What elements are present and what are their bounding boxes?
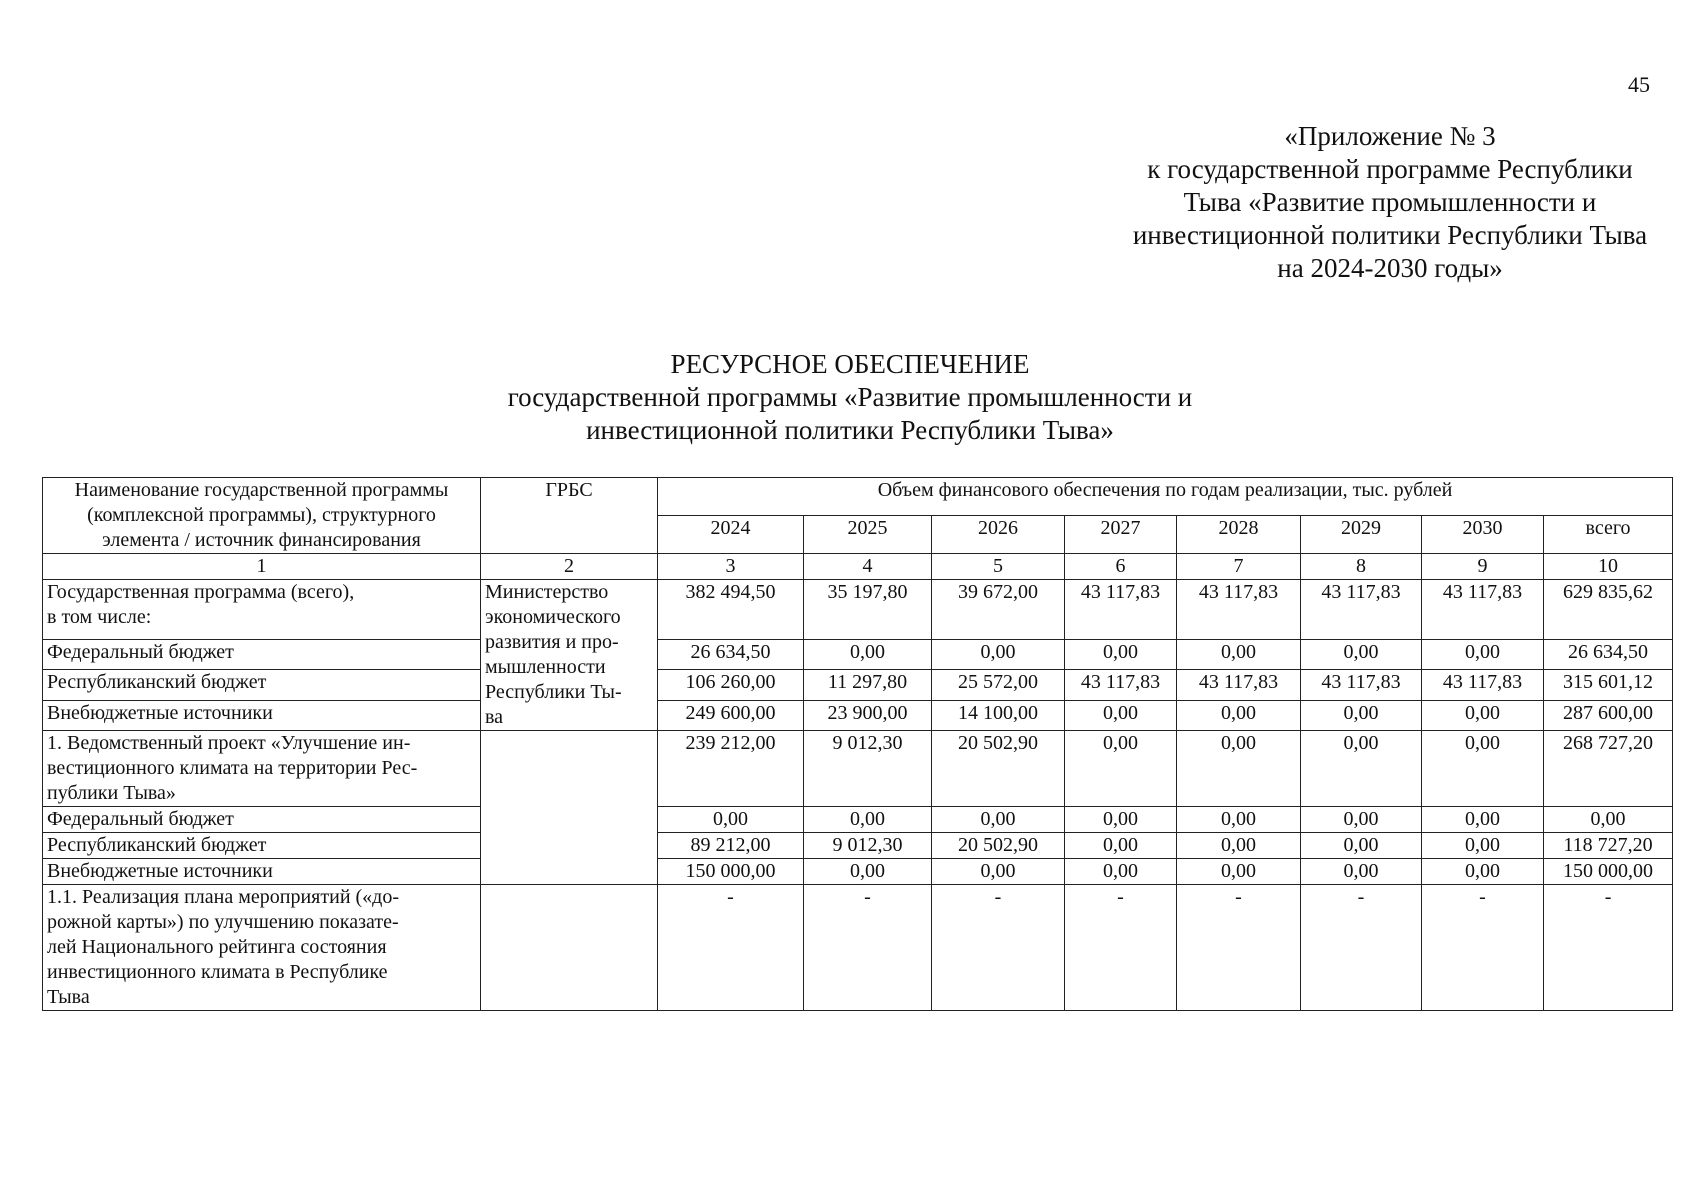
value-cell: - [804,885,932,1011]
value-cell: 26 634,50 [1544,639,1673,669]
value-cell: 0,00 [1301,700,1422,730]
value-cell: 0,00 [1422,807,1544,833]
row-name-cell [43,833,481,859]
column-number-cell: 4 [804,554,932,580]
value-cell: 43 117,83 [1301,670,1422,700]
row-name-line: лей Национального рейтинга состояния [47,936,387,958]
grbs-line: экономического [485,606,621,628]
column-number-cell: 5 [932,554,1065,580]
row-name-line: Внебюджетные источники [47,701,273,724]
value-cell: - [1422,885,1544,1011]
value-cell: 0,00 [804,859,932,885]
column-number-cell: 8 [1301,554,1422,580]
grbs-line: мышленности [485,656,606,678]
value-cell: 0,00 [1422,833,1544,859]
row-name-line: Республиканский бюджет [47,834,267,856]
header-name-line: Наименование государственной программы [74,479,449,501]
appendix-line: инвестиционной политики Республики Тыва [1132,220,1648,250]
value-cell: 629 835,62 [1544,580,1673,640]
row-name-cell [43,731,481,807]
header-name-cell [43,478,481,554]
row-name-line: в том числе: [47,606,152,628]
value-cell: 0,00 [1301,807,1422,833]
grbs-empty-cell [481,731,658,885]
row-name-cell [43,580,481,640]
value-cell: 0,00 [1177,700,1301,730]
value-cell: 0,00 [1065,833,1177,859]
value-cell: 43 117,83 [1301,580,1422,640]
table-row [43,700,1673,730]
value-cell: 0,00 [1065,639,1177,669]
value-cell: 26 634,50 [658,639,804,669]
appendix-line: Тыва «Развитие промышленности и [1183,187,1597,217]
grbs-line: развития и про- [485,631,619,653]
value-cell: - [658,885,804,1011]
header-name-line: элемента / источник финансирования [102,529,421,551]
title-line: государственной программы «Развитие промышленности и [507,382,1193,412]
value-cell: 20 502,90 [932,731,1065,807]
row-name-line: вестиционного климата на территории Рес- [47,757,418,779]
row-name-line: публики Тыва» [47,782,176,804]
row-name-line: 1.1. Реализация плана мероприятий («до- [47,886,400,908]
value-cell: 0,00 [1301,833,1422,859]
value-cell: 23 900,00 [804,700,932,730]
column-number-cell: 7 [1177,554,1301,580]
appendix-line: на 2024-2030 годы» [1277,253,1503,283]
value-cell: - [1544,885,1673,1011]
value-cell: 0,00 [1422,731,1544,807]
value-cell: 239 212,00 [658,731,804,807]
table-row [43,807,1673,833]
year-header-cell: 2024 [658,516,804,554]
value-cell: 0,00 [1301,639,1422,669]
table-row [43,833,1673,859]
value-cell: - [1065,885,1177,1011]
row-name-line: инвестиционного климата в Республике [47,961,388,983]
header-row [43,478,1673,516]
column-number-cell: 10 [1544,554,1673,580]
value-cell: 382 494,50 [658,580,804,640]
title-line: РЕСУРСНОЕ ОБЕСПЕЧЕНИЕ [670,349,1030,379]
row-name-line: Республиканский бюджет [47,671,267,694]
year-header-cell: 2025 [804,516,932,554]
value-cell: 43 117,83 [1177,670,1301,700]
row-name-cell [43,670,481,700]
row-name-cell [43,885,481,1011]
value-cell: 0,00 [658,807,804,833]
value-cell: 0,00 [1065,731,1177,807]
value-cell: 0,00 [804,807,932,833]
header-volume-cell: Объем финансового обеспечения по годам реализации, тыс. рублей [658,478,1673,516]
grbs-line: Министерство [485,581,609,603]
title-line: инвестиционной политики Республики Тыва» [586,415,1114,445]
appendix-line: «Приложение № 3 [1284,121,1496,151]
grbs-line: Республики Ты- [485,681,622,703]
table-row [43,885,1673,1011]
row-name-cell [43,859,481,885]
value-cell: 0,00 [1065,700,1177,730]
resource-table [42,477,1673,1011]
grbs-empty-cell [481,885,658,1011]
appendix-line: к государственной программе Республики [1147,154,1633,184]
value-cell: 0,00 [932,639,1065,669]
page-number: 45 [1628,72,1650,97]
value-cell: 43 117,83 [1065,670,1177,700]
value-cell: 0,00 [1301,731,1422,807]
value-cell: 150 000,00 [1544,859,1673,885]
row-name-line: рожной карты») по улучшению показате- [47,911,399,933]
appendix-header [1080,120,1697,285]
value-cell: 0,00 [1422,859,1544,885]
column-number-cell: 9 [1422,554,1544,580]
row-name-cell [43,700,481,730]
value-cell: 0,00 [932,859,1065,885]
value-cell: 0,00 [1177,807,1301,833]
value-cell: 43 117,83 [1177,580,1301,640]
value-cell: 89 212,00 [658,833,804,859]
value-cell: 0,00 [1065,859,1177,885]
row-name-cell [43,639,481,669]
value-cell: 287 600,00 [1544,700,1673,730]
value-cell: 43 117,83 [1422,580,1544,640]
value-cell: 0,00 [932,807,1065,833]
value-cell: 9 012,30 [804,731,932,807]
document-title [300,348,1400,447]
table-row [43,859,1673,885]
column-number-cell: 6 [1065,554,1177,580]
value-cell: - [1177,885,1301,1011]
value-cell: 150 000,00 [658,859,804,885]
row-name-line: 1. Ведомственный проект «Улучшение ин- [47,732,411,754]
value-cell: 25 572,00 [932,670,1065,700]
value-cell: 0,00 [1065,807,1177,833]
grbs-line: ва [485,706,504,728]
value-cell: 118 727,20 [1544,833,1673,859]
value-cell: 0,00 [1177,833,1301,859]
value-cell: 0,00 [1177,859,1301,885]
column-number-cell: 2 [481,554,658,580]
column-number-row [43,554,1673,580]
value-cell: - [932,885,1065,1011]
value-cell: 39 672,00 [932,580,1065,640]
value-cell: 0,00 [1177,731,1301,807]
value-cell: 249 600,00 [658,700,804,730]
value-cell: 0,00 [1422,639,1544,669]
value-cell: 43 117,83 [1065,580,1177,640]
value-cell: 0,00 [804,639,932,669]
value-cell: 106 260,00 [658,670,804,700]
year-header-cell: 2027 [1065,516,1177,554]
value-cell: 315 601,12 [1544,670,1673,700]
grbs-cell [481,580,658,731]
value-cell: - [1301,885,1422,1011]
year-header-cell: 2028 [1177,516,1301,554]
row-name-cell [43,807,481,833]
year-header-cell: 2030 [1422,516,1544,554]
table-row [43,580,1673,640]
table-row [43,670,1673,700]
table-row [43,639,1673,669]
value-cell: 0,00 [1422,700,1544,730]
header-grbs-cell: ГРБС [481,478,658,554]
value-cell: 9 012,30 [804,833,932,859]
value-cell: 0,00 [1544,807,1673,833]
value-cell: 43 117,83 [1422,670,1544,700]
row-name-line: Внебюджетные источники [47,860,273,882]
column-number-cell: 1 [43,554,481,580]
value-cell: 11 297,80 [804,670,932,700]
row-name-line: Государственная программа (всего), [47,581,355,603]
row-name-line: Федеральный бюджет [47,808,234,830]
value-cell: 0,00 [1177,639,1301,669]
row-name-line: Тыва [47,986,90,1008]
year-header-cell: всего [1544,516,1673,554]
value-cell: 0,00 [1301,859,1422,885]
value-cell: 35 197,80 [804,580,932,640]
value-cell: 14 100,00 [932,700,1065,730]
row-name-line: Федеральный бюджет [47,640,234,663]
year-header-cell: 2029 [1301,516,1422,554]
column-number-cell: 3 [658,554,804,580]
value-cell: 20 502,90 [932,833,1065,859]
value-cell: 268 727,20 [1544,731,1673,807]
year-header-cell: 2026 [932,516,1065,554]
header-name-line: (комплексной программы), структурного [87,504,436,526]
table-row [43,731,1673,807]
